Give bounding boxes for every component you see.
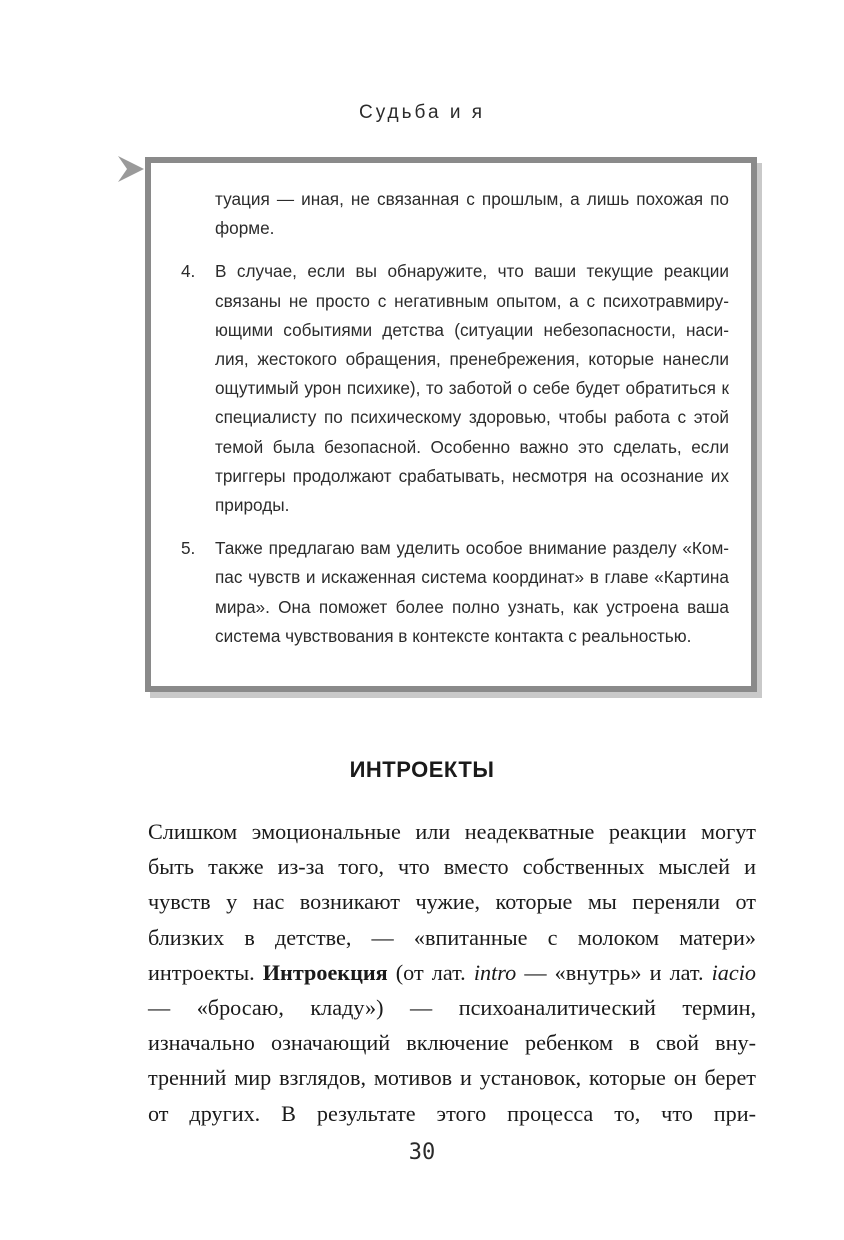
list-text: Также предлагаю вам уделить особое внимание разделу «Компас чувств и искаженная система координат» в главе «Картина мира». Она поможет более полно узнать, как устроена ваша система чувствования в контексте контакта с реальностью. [215, 538, 729, 646]
body-paragraph [148, 814, 756, 1131]
running-header: Судьба и я [358, 102, 486, 123]
callout-box [145, 157, 757, 692]
term-bold: Интроекция [262, 959, 388, 985]
paragraph-text: Слишком эмоциональные или неадекватные реакции могут быть также из-за того, что вместо собственных мыслей и чувств у нас возникают чужие, которые мы переняли от близких в детстве, — «впитанные с молоком матери» интроекты. [148, 819, 756, 985]
paragraph-text: — «бросаю, кладу») — психоаналитический термин, изначально означающий включение ребенком в свой внутренний мир взглядов, мотивов и установок, которые он берет от других. В результате этого процесса то, что при- [148, 995, 756, 1126]
arrow-marker-shape [118, 156, 144, 182]
latin-term: intro [473, 959, 517, 985]
list-number: 5. [181, 538, 196, 559]
paragraph-text: — «внутрь» и лат. [516, 959, 712, 985]
latin-term: iacio [711, 959, 756, 985]
list-number: 4. [181, 261, 196, 282]
arrow-marker-icon [118, 156, 144, 182]
paragraph-text: (от лат. [387, 959, 474, 985]
list-item-4 [181, 257, 729, 520]
list-item-5 [181, 534, 729, 651]
page-number: 30 [408, 1140, 436, 1165]
section-heading: ИНТРОЕКТЫ [349, 757, 495, 782]
callout-content [181, 185, 729, 651]
list-text: В случае, если вы обнаружите, что ваши текущие реакции связаны не просто с негативным опытом, а с психотравмирующими событиями детства (ситуации небезопасности, насилия, жестокого обращения, пренебрежения, которые нанесли ощутимый урон психике), то заботой о себе будет обратиться к специалисту по психическому здоровью, чтобы работа с этой темой была безопасной. Особенно важно это сделать, если триггеры продолжают срабатывать, несмотря на осознание их природы. [215, 261, 729, 516]
continuation-text: туация — иная, не связанная с прошлым, а лишь похожая по форме. [215, 189, 729, 239]
